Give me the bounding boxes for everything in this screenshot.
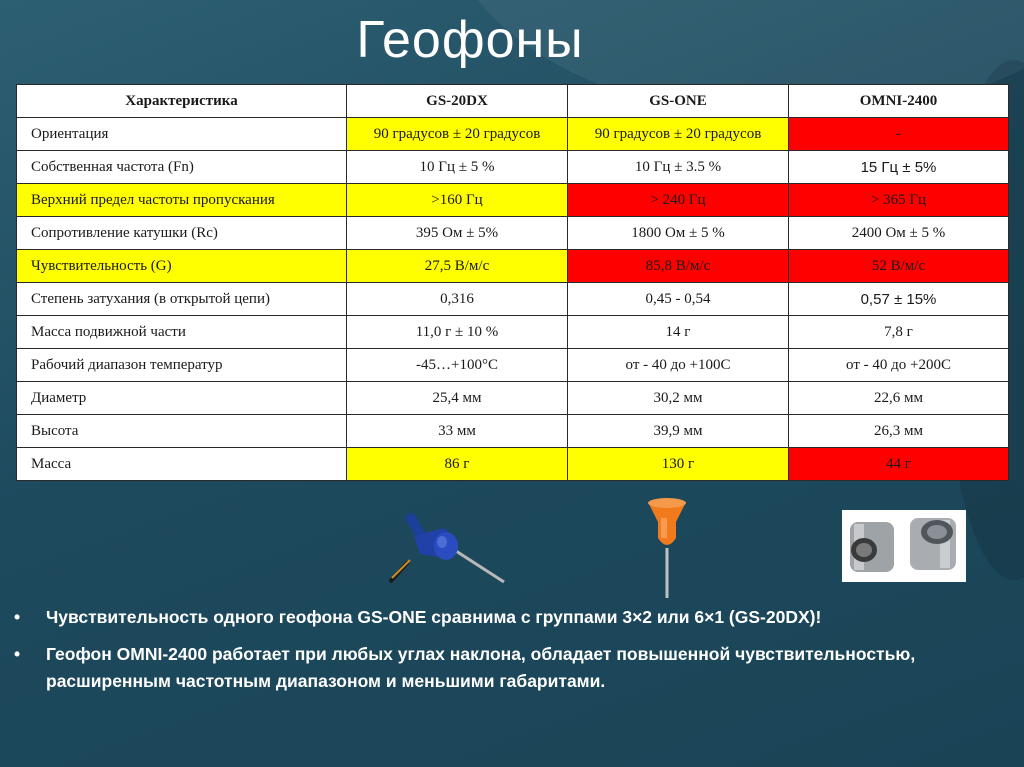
row-label: Ориентация: [17, 118, 347, 151]
cell-value: 22,6 мм: [789, 382, 1009, 415]
cell-value: > 240 Гц: [568, 184, 789, 217]
bullet-mark: •: [14, 644, 21, 664]
cell-value: 0,45 - 0,54: [568, 283, 789, 316]
table-row: [17, 283, 1009, 316]
geophone-spec-table: [16, 84, 1009, 481]
cell-value: 14 г: [568, 316, 789, 349]
table-row: [17, 448, 1009, 481]
cell-value: 27,5 В/м/с: [347, 250, 568, 283]
bullet-item: [14, 604, 1004, 631]
table-row: [17, 184, 1009, 217]
cell-value: >160 Гц: [347, 184, 568, 217]
omni-2400-geophone-picture: [842, 510, 966, 582]
cell-value: от - 40 до +200С: [789, 349, 1009, 382]
header-characteristic: Характеристика: [17, 85, 347, 118]
table-row: [17, 250, 1009, 283]
row-label: Верхний предел частоты пропускания: [17, 184, 347, 217]
header-gs-one: GS-ONE: [568, 85, 789, 118]
cell-value: -: [789, 118, 1009, 151]
row-label: Высота: [17, 415, 347, 448]
cell-value: 130 г: [568, 448, 789, 481]
table-row: [17, 382, 1009, 415]
cell-value: 7,8 г: [789, 316, 1009, 349]
row-label: Масса: [17, 448, 347, 481]
row-label: Степень затухания (в открытой цепи): [17, 283, 347, 316]
row-label: Масса подвижной части: [17, 316, 347, 349]
cell-value: -45…+100°С: [347, 349, 568, 382]
bullet-mark: •: [14, 607, 21, 627]
cell-value: 395 Ом ± 5%: [347, 217, 568, 250]
cell-value: 0,57 ± 15%: [789, 283, 1009, 316]
bullet-item: [14, 641, 1004, 695]
table-header-row: [17, 85, 1009, 118]
row-label: Собственная частота (Fn): [17, 151, 347, 184]
cell-value: 2400 Ом ± 5 %: [789, 217, 1009, 250]
cell-value: 11,0 г ± 10 %: [347, 316, 568, 349]
gs-20dx-geophone-picture: [386, 498, 510, 590]
cell-value: 15 Гц ± 5%: [789, 151, 1009, 184]
cell-value: 52 В/м/с: [789, 250, 1009, 283]
table-row: [17, 349, 1009, 382]
cell-value: 44 г: [789, 448, 1009, 481]
table-row: [17, 316, 1009, 349]
cell-value: 26,3 мм: [789, 415, 1009, 448]
cell-value: > 365 Гц: [789, 184, 1009, 217]
table-row: [17, 151, 1009, 184]
header-gs-20dx: GS-20DX: [347, 85, 568, 118]
table-row: [17, 118, 1009, 151]
cell-value: 39,9 мм: [568, 415, 789, 448]
cell-value: 90 градусов ± 20 градусов: [347, 118, 568, 151]
gs-one-geophone-picture: [642, 496, 692, 600]
header-omni-2400: OMNI-2400: [789, 85, 1009, 118]
cell-value: от - 40 до +100С: [568, 349, 789, 382]
row-label: Диаметр: [17, 382, 347, 415]
cell-value: 25,4 мм: [347, 382, 568, 415]
row-label: Чувствительность (G): [17, 250, 347, 283]
cell-value: 86 г: [347, 448, 568, 481]
bullet-text: Чувствительность одного геофона GS-ONE сравнима с группами 3×2 или 6×1 (GS-20DX)!: [46, 607, 822, 627]
cell-value: 33 мм: [347, 415, 568, 448]
cell-value: 10 Гц ± 3.5 %: [568, 151, 789, 184]
table-row: [17, 217, 1009, 250]
cell-value: 1800 Ом ± 5 %: [568, 217, 789, 250]
bullet-list: [14, 604, 1004, 705]
table-row: [17, 415, 1009, 448]
bullet-text: Геофон OMNI-2400 работает при любых углах наклона, обладает повышенной чувствительностью, расширенным частотным диапазоном и меньшими габаритами.: [46, 644, 916, 691]
cell-value: 90 градусов ± 20 градусов: [568, 118, 789, 151]
slide-title: Геофоны: [356, 11, 584, 69]
row-label: Рабочий диапазон температур: [17, 349, 347, 382]
cell-value: 30,2 мм: [568, 382, 789, 415]
cell-value: 0,316: [347, 283, 568, 316]
geophone-pictures: [0, 494, 1024, 604]
row-label: Сопротивление катушки (Rc): [17, 217, 347, 250]
cell-value: 85,8 В/м/с: [568, 250, 789, 283]
cell-value: 10 Гц ± 5 %: [347, 151, 568, 184]
